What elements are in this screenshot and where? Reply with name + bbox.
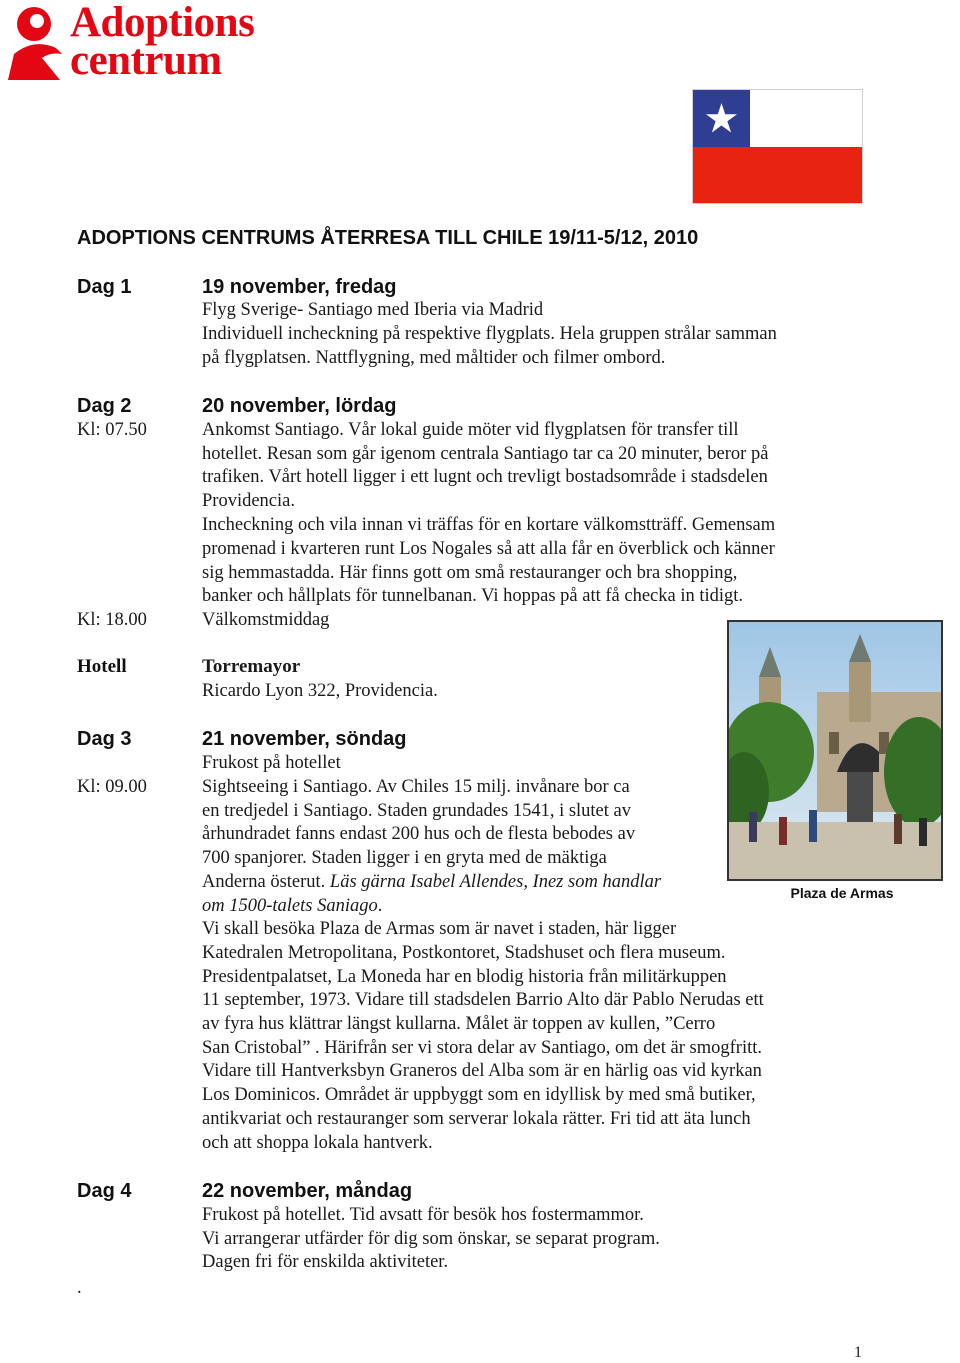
day1-label: Dag 1: [77, 276, 132, 298]
day3-text-line: 700 spanjorer. Staden ligger i en gryta med de mäktiga: [202, 848, 607, 868]
day1-text-line: Flyg Sverige- Santiago med Iberia via Madrid: [202, 300, 544, 320]
hotel-label: Hotell: [77, 656, 127, 677]
day2-text-line: promenad i kvarteren runt Los Nogales så att alla får en överblick och känner: [202, 539, 775, 559]
day3-text-line: Los Dominicos. Området är uppbyggt som en idyllisk by med små butiker,: [202, 1085, 756, 1105]
day3-text-line: antikvariat och restauranger som serverar lokala rätter. Fri tid att äta lunch: [202, 1109, 751, 1129]
day3-text-line: San Cristobal” . Härifrån ser vi stora delar av Santiago, om det är smogfritt.: [202, 1038, 762, 1058]
day2-text-line: hotellet. Resan som går igenom centrala Santiago tar ca 20 minuter, beror på: [202, 444, 769, 464]
book-line-end: .: [377, 896, 383, 916]
day2-time-evening: Kl: 18.00: [77, 610, 147, 630]
day1-heading: 19 november, fredag: [202, 276, 397, 298]
book-title: om 1500-talets Saniago: [202, 896, 378, 916]
day1-text-line: på flygplatsen. Nattflygning, med måltider och filmer ombord.: [202, 348, 666, 368]
day4-heading: 22 november, måndag: [202, 1180, 413, 1202]
day3-text-line: Vi skall besöka Plaza de Armas som är navet i staden, här ligger: [202, 919, 677, 939]
day3-text-line: Vidare till Hantverksbyn Graneros del Alba som är en härlig oas vid kyrkan: [202, 1061, 762, 1081]
plaza-de-armas-photo: [727, 620, 943, 881]
andes-text: Anderna österut.: [202, 872, 330, 892]
day2-time-arrival: Kl: 07.50: [77, 420, 147, 440]
logo-person-icon: [6, 2, 66, 82]
book-recommendation: Läs gärna Isabel Allendes, Inez som handlar: [329, 872, 662, 892]
chile-flag-graphic: [693, 90, 862, 203]
photo-caption: Plaza de Armas: [790, 885, 894, 901]
logo-text-line1: Adoptions: [70, 0, 255, 46]
chile-flag: [692, 89, 863, 204]
day3-text-line: Presidentpalatset, La Moneda har en blodig historia från militärkuppen: [202, 967, 727, 987]
document-title: ADOPTIONS CENTRUMS ÅTERRESA TILL CHILE 19/11-5/12, 2010: [77, 227, 699, 249]
day3-text-line: 11 september, 1973. Vidare till stadsdelen Barrio Alto där Pablo Nerudas ett: [202, 990, 764, 1010]
day2-text-line: Ankomst Santiago. Vår lokal guide möter vid flygplatsen för transfer till: [202, 420, 739, 440]
day2-label: Dag 2: [77, 395, 132, 417]
hotel-address: Ricardo Lyon 322, Providencia.: [202, 681, 438, 701]
day4-text-line: Dagen fri för enskilda aktiviteter.: [202, 1252, 449, 1272]
day3-text-line: Sightseeing i Santiago. Av Chiles 15 milj. invånare bor ca: [202, 777, 630, 797]
day3-andes-line: [202, 870, 661, 894]
day3-text-line: en tredjedel i Santiago. Staden grundades 1541, i slutet av: [202, 801, 631, 821]
day2-text-line: sig hemmastadda. Här finns gott om små restauranger och bra shopping,: [202, 563, 738, 583]
day2-heading: 20 november, lördag: [202, 395, 397, 417]
page-number: 1: [854, 1344, 862, 1361]
day2-text-line: banker och hållplats för tunnelbanan. Vi hoppas på att få checka in tidigt.: [202, 586, 744, 606]
day3-label: Dag 3: [77, 728, 132, 750]
day4-text-line: Frukost på hotellet. Tid avsatt för besök hos fostermammor.: [202, 1205, 644, 1225]
day3-heading: 21 november, söndag: [202, 728, 407, 750]
day3-book-line: [202, 894, 382, 918]
day2-text-line: Providencia.: [202, 491, 295, 511]
day2-evening-text: Välkomstmiddag: [202, 610, 330, 630]
day3-text-line: av fyra hus klättrar längst kullarna. Målet är toppen av kullen, ”Cerro: [202, 1014, 716, 1034]
day2-text-line: trafiken. Vårt hotell ligger i ett lugnt och trevligt bostadsområde i stadsdelen: [202, 467, 768, 487]
day3-breakfast: Frukost på hotellet: [202, 753, 341, 773]
day4-label: Dag 4: [77, 1180, 132, 1202]
day3-time-sightseeing: Kl: 09.00: [77, 777, 147, 797]
stray-dot: .: [77, 1278, 82, 1298]
hotel-name: Torremayor: [202, 656, 301, 677]
plaza-photo-illustration: [729, 622, 941, 879]
day2-text-line: Incheckning och vila innan vi träffas för en kortare välkomstträff. Gemensam: [202, 515, 776, 535]
day3-text-line: och att shoppa lokala hantverk.: [202, 1133, 433, 1153]
day3-text-line: århundradet fanns endast 200 hus och de flesta bebodes av: [202, 824, 636, 844]
day4-text-line: Vi arrangerar utfärder för dig som önskar, se separat program.: [202, 1229, 660, 1249]
logo-text-line2: centrum: [70, 37, 222, 84]
adoptionscentrum-logo: [6, 2, 276, 84]
day3-text-line: Katedralen Metropolitana, Postkontoret, Stadshuset och flera museum.: [202, 943, 726, 963]
day1-text-line: Individuell incheckning på respektive flygplats. Hela gruppen strålar samman: [202, 324, 777, 344]
